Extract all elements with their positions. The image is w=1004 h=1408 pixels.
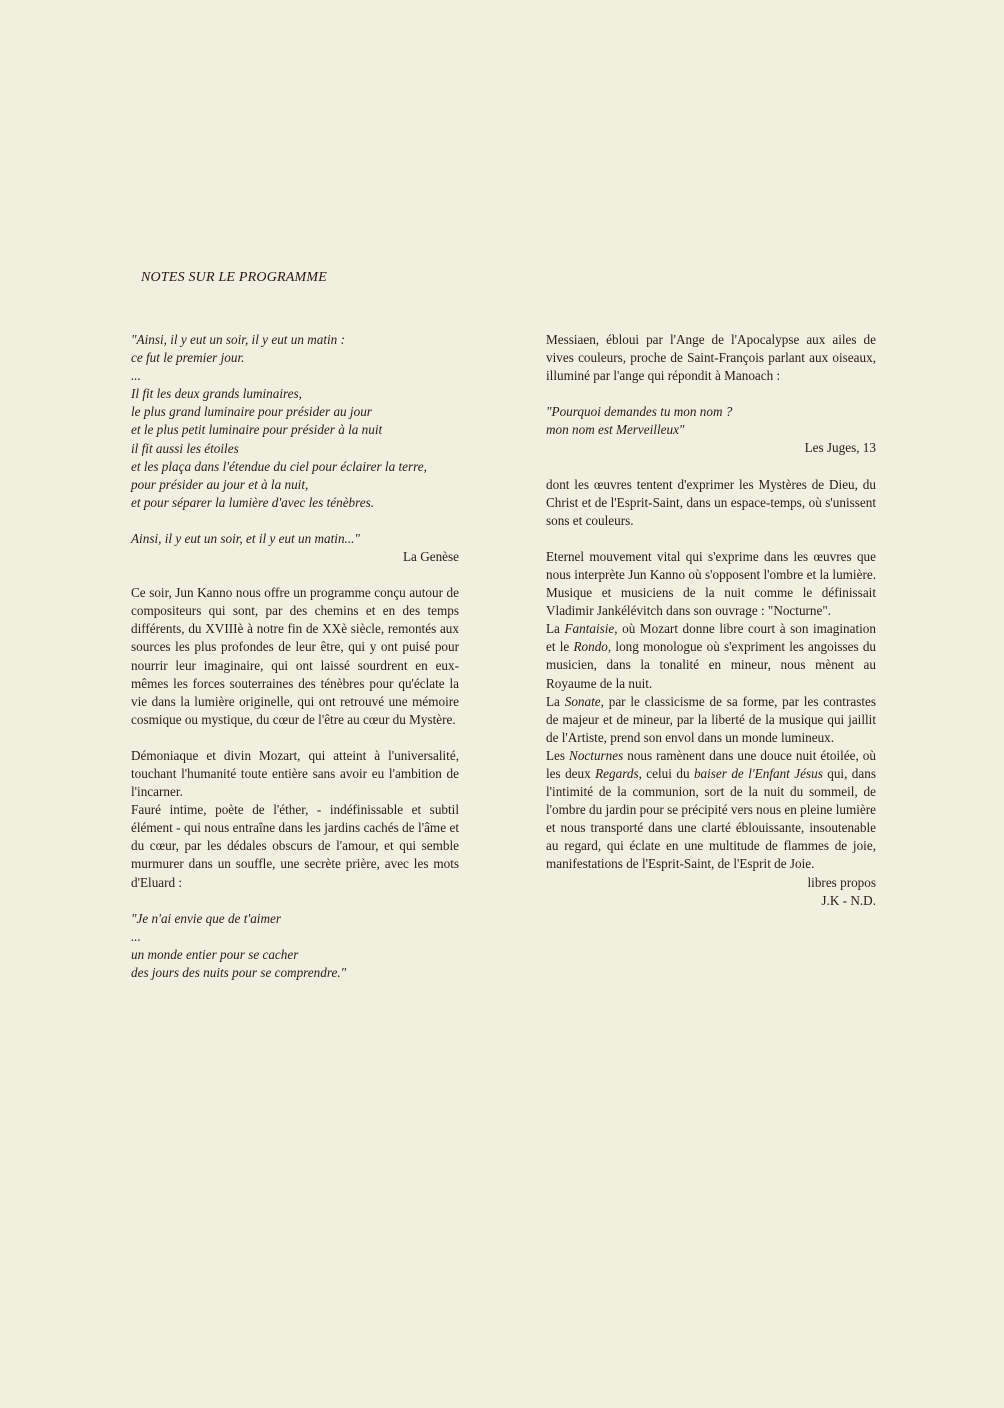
title-fantaisie: Fantaisie [564,621,615,637]
paragraph: Eternel mouvement vital qui s'exprime dans les œuvres que nous interprète Jun Kanno où s'opposent l'ombre et la lumière. Musique et musiciens de la nuit comme le définissait Vladimir Jankélévitch dans son ouvrage : "Nocturne". [546,548,876,619]
verse-line: un monde entier pour se cacher [131,946,299,962]
paragraph: La Fantaisie, où Mozart donne libre court à son imagination et le Rondo, long monologue où s'expriment les angoisses du musicien, dans la tonalité en mineur, nous mènent au Royaume de la nuit. [546,621,877,691]
right-column [546,331,876,910]
title-baiser: baiser de l'Enfant Jésus [693,765,823,781]
judges-verse [546,403,876,439]
paragraph: Ce soir, Jun Kanno nous offre un programme conçu autour de compositeurs qui sont, par des chemins et en des temps différents, du XVIIIè à notre fin de XXè siècle, remontés aux sources les plus profondes de leur être, qui y ont puisé pour nourrir leur imaginaire, qui ont laissé sourdrent en eux-mêmes les forces souterraines des ténèbres pour qu'éclate la vie dans la lumière originelle, qui ont retrouvé une mémoire cosmique ou mystique, du cœur de l'être au cœur du Mystère. [131,585,459,727]
genesis-verse [131,331,459,548]
verse-line: ... [131,928,141,944]
title-sonate: Sonate [564,693,601,709]
paragraph: dont les œuvres tentent d'exprimer les Mystères de Dieu, du Christ et de l'Esprit-Saint, dans un espace-temps, où s'unissent sons et couleurs. [546,476,876,528]
signature-initials: J.K - N.D. [821,892,876,908]
paragraph: La Sonate, par le classicisme de sa forme, par les contrastes de majeur et de mineur, par la liberté de la musique qui jaillit de l'Artiste, prend son envol dans un monde lumineux. [546,693,876,745]
title-rondo: Rondo [573,639,608,655]
verse-line: et pour séparer la lumière d'avec les ténèbres. [131,494,375,510]
verse-line: et les plaça dans l'étendue du ciel pour éclairer la terre, [131,458,427,474]
left-column [131,331,459,982]
eluard-verse [131,910,459,982]
paragraph: Démoniaque et divin Mozart, qui atteint à l'universalité, touchant l'humanité toute entière sans avoir eu l'ambition de l'incarner. [131,747,459,800]
verse-line: mon nom est Merveilleux" [546,422,685,438]
verse-line: ... [131,368,141,384]
verse-line: Ainsi, il y eut un soir, et il y eut un matin..." [131,530,360,546]
page-title: NOTES SUR LE PROGRAMME [141,270,327,285]
verse-line: il fit aussi les étoiles [131,440,239,456]
paragraph: Les Nocturnes nous ramènent dans une douce nuit étoilée, où les deux Regards, celui du baiser de l'Enfant Jésus qui, dans l'intimité de la communion, sort de la nuit du sommeil, de l'ombre du jardin pour se précipité vers nous en pleine lumière et nous transporté dans une clarté éblouissante, insoutenable au regard, qui éclate en une multitude de flammes de joie, manifestations de l'Esprit-Saint, de l'Esprit de Joie. [546,747,876,872]
verse-line: ce fut le premier jour. [131,350,245,366]
verse-line: "Je n'ai envie que de t'aimer [131,910,281,926]
verse-line: des jours des nuits pour se comprendre." [131,964,347,980]
title-regards: Regards [595,765,639,781]
quote-source: La Genèse [402,549,459,565]
quote-source: Les Juges, 13 [804,440,876,456]
verse-line: Il fit les deux grands luminaires, [131,386,302,402]
verse-line: "Ainsi, il y eut un soir, il y eut un matin : [131,332,345,347]
paragraph: Messiaen, ébloui par l'Ange de l'Apocalypse aux ailes de vives couleurs, proche de Saint-François parlant aux oiseaux, illuminé par l'ange qui répondit à Manoach : [546,332,876,384]
signature-line: libres propos [807,874,876,890]
verse-line: "Pourquoi demandes tu mon nom ? [546,404,733,420]
title-nocturnes: Nocturnes [569,747,624,763]
verse-line: le plus grand luminaire pour présider au jour [131,404,372,420]
paragraph: Fauré intime, poète de l'éther, - indéfinissable et subtil élément - qui nous entraîne dans les jardins cachés de l'âme et du cœur, par les dédales obscurs de l'amour, et qui semble murmurer dans un souffle, une secrète prière, avec les mots d'Eluard : [131,802,459,890]
verse-line: pour présider au jour et à la nuit, [131,476,309,492]
verse-line: et le plus petit luminaire pour présider à la nuit [131,422,383,438]
